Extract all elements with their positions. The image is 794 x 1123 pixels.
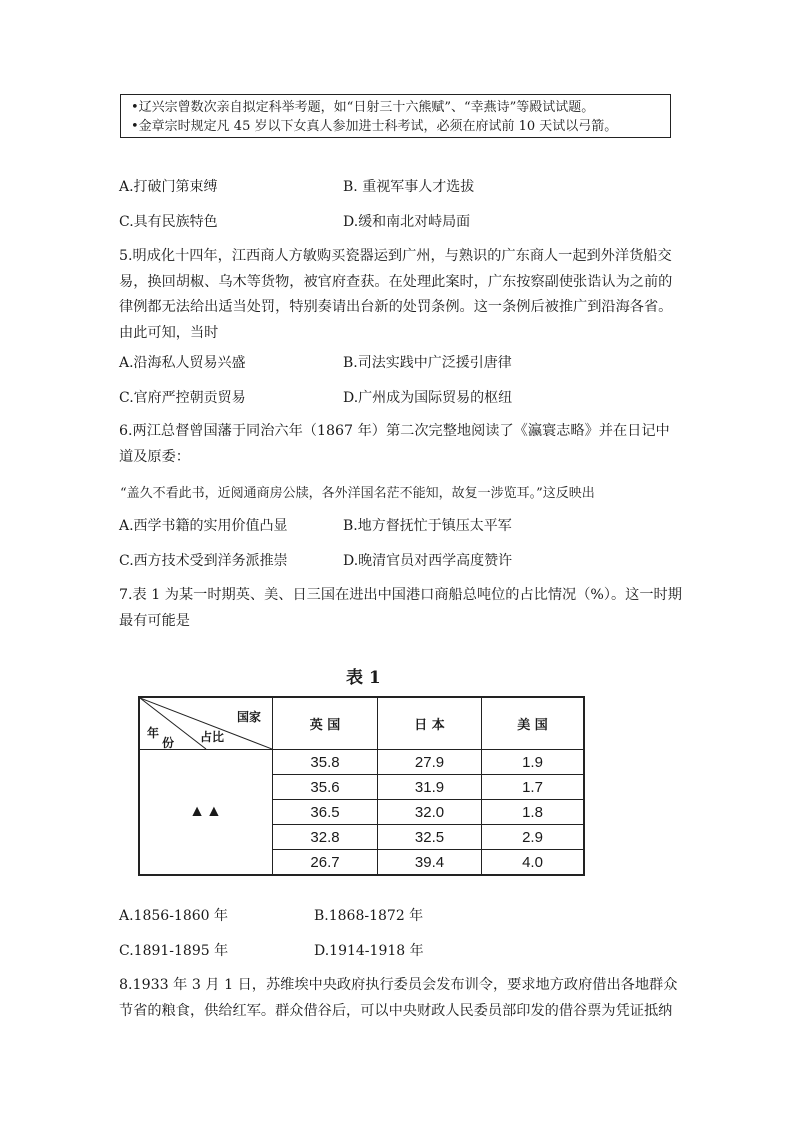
q7-stem: [119, 583, 682, 634]
header-year-label: 年: [147, 726, 160, 740]
table-cell: 35.8: [273, 750, 378, 775]
q7-stem-line: 7.表 1 为某一时期英、美、日三国在进出中国港口商船总吨位的占比情况（%）。这一时期: [119, 587, 682, 603]
quote-box: [120, 94, 671, 138]
table-cell: 39.4: [378, 850, 482, 876]
table-caption: 表 1: [346, 668, 381, 688]
table-cell: 31.9: [378, 775, 482, 800]
q6-option-a[interactable]: A.西学书籍的实用价值凸显: [119, 518, 288, 534]
q4-option-a[interactable]: A.打破门第束缚: [119, 179, 218, 195]
row-label-placeholder: ▲▲: [139, 750, 273, 876]
q7-option-d[interactable]: D.1914-1918 年: [314, 943, 424, 959]
table-cell: 1.9: [482, 750, 585, 775]
q5-stem-line: 5.明成化十四年，江西商人方敏购买瓷器运到广州，与熟识的广东商人一起到外洋货船交: [119, 248, 672, 264]
q6-quote: “盖久不看此书，近阅通商房公牍，各外洋国名茫不能知，故复一涉览耳。”这反映出: [120, 486, 595, 501]
table-cell: 1.8: [482, 800, 585, 825]
q5-option-b[interactable]: B.司法实践中广泛援引唐律: [343, 355, 512, 371]
q8-stem-line: 8.1933 年 3 月 1 日，苏维埃中央政府执行委员会发布训令，要求地方政府借出各地群众: [119, 977, 678, 993]
column-header-usa: 美 国: [482, 697, 585, 750]
data-table: [138, 696, 585, 876]
header-fen-label: 份: [162, 736, 175, 750]
q7-option-c[interactable]: C.1891-1895 年: [119, 943, 229, 959]
q5-option-c[interactable]: C.官府严控朝贡贸易: [119, 390, 246, 406]
q5-stem: [119, 244, 672, 346]
quote-box-line-1: •辽兴宗曾数次亲自拟定科举考题，如“日射三十六熊赋”、“幸燕诗”等殿试试题。: [131, 100, 595, 115]
table-cell: 36.5: [273, 800, 378, 825]
quote-box-line-2: •金章宗时规定凡 45 岁以下女真人参加进士科考试，必须在府试前 10 天试以弓箭。: [131, 119, 618, 134]
q7-option-a[interactable]: A.1856-1860 年: [119, 908, 228, 924]
table-cell: 27.9: [378, 750, 482, 775]
q8-stem: [119, 973, 677, 1024]
table-row: [139, 750, 584, 775]
q5-stem-line: 易，换回胡椒、乌木等货物，被官府查获。在处理此案时，广东按察副使张诰认为之前的: [119, 273, 673, 290]
q4-option-c[interactable]: C.具有民族特色: [119, 214, 218, 230]
q7-stem-line: 最有可能是: [119, 612, 190, 629]
table-cell: 26.7: [273, 850, 378, 876]
table-cell: 32.5: [378, 825, 482, 850]
table-cell: 32.8: [273, 825, 378, 850]
q6-option-d[interactable]: D.晚清官员对西学高度赞许: [343, 553, 513, 569]
table-cell: 4.0: [482, 850, 585, 876]
q4-option-b[interactable]: B. 重视军事人才选拔: [343, 179, 475, 195]
q6-stem: [119, 419, 670, 470]
header-country-label: 国家: [237, 710, 262, 724]
column-header-britain: 英 国: [273, 697, 378, 750]
q5-stem-line: 由此可知，当时: [119, 324, 219, 341]
table-cell: 35.6: [273, 775, 378, 800]
column-header-japan: 日 本: [378, 697, 482, 750]
header-ratio-label: 占比: [200, 730, 225, 744]
table-cell: 2.9: [482, 825, 585, 850]
q7-option-b[interactable]: B.1868-1872 年: [314, 908, 424, 924]
q6-stem-line: 道及原委：: [119, 448, 190, 465]
q5-option-a[interactable]: A.沿海私人贸易兴盛: [119, 355, 246, 371]
table-cell: 1.7: [482, 775, 585, 800]
table-cell: 32.0: [378, 800, 482, 825]
q5-option-d[interactable]: D.广州成为国际贸易的枢纽: [343, 390, 513, 406]
diagonal-header-cell: [139, 697, 273, 750]
table-header-row: [139, 697, 584, 750]
q6-option-b[interactable]: B.地方督抚忙于镇压太平军: [343, 518, 512, 534]
q5-stem-line: 律例都无法给出适当处罚，特别奏请出台新的处罚条例。这一条例后被推广到沿海各省。: [119, 299, 673, 315]
q6-stem-line: 6.两江总督曾国藩于同治六年（1867 年）第二次完整地阅读了《瀛寰志略》并在日记中: [119, 423, 670, 439]
q6-option-c[interactable]: C.西方技术受到洋务派推崇: [119, 553, 288, 569]
q4-option-d[interactable]: D.缓和南北对峙局面: [343, 214, 471, 230]
q8-stem-line: 节省的粮食，供给红军。群众借谷后，可以中央财政人民委员部印发的借谷票为凭证抵纳: [119, 1002, 673, 1019]
